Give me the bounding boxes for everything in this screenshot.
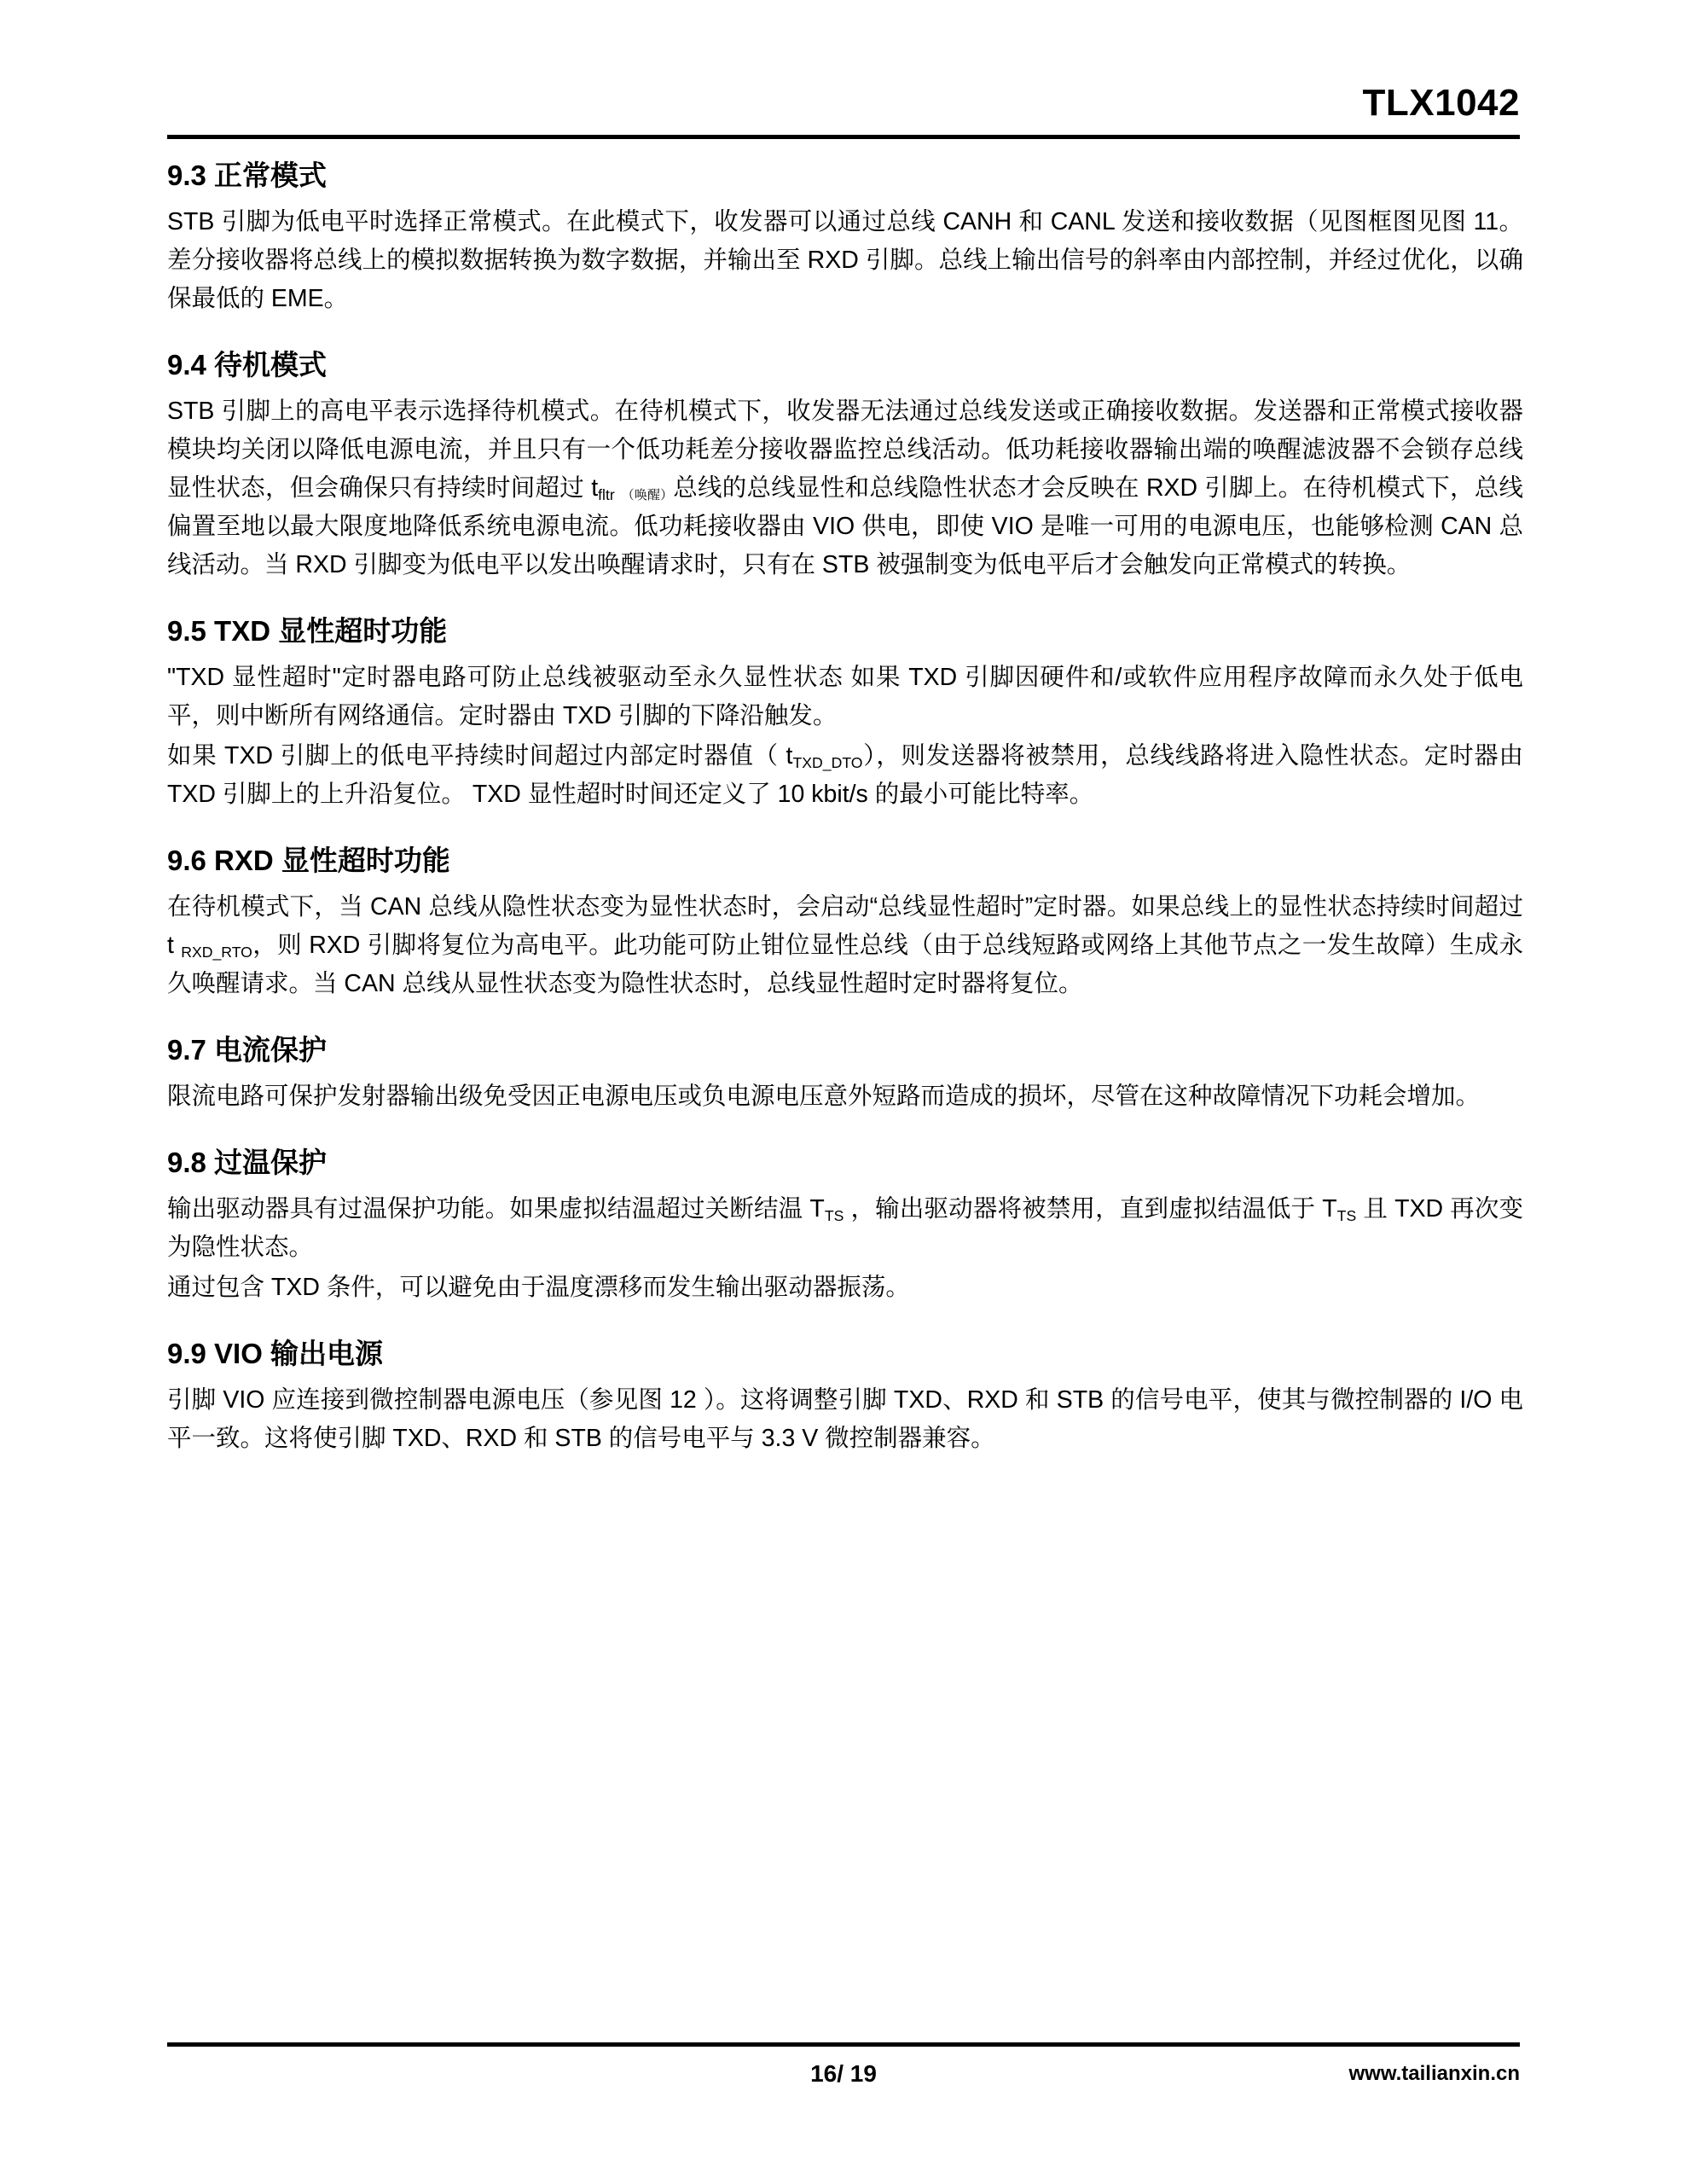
- page-footer: [167, 2042, 1520, 2094]
- footer-website: www.tailianxin.cn: [1348, 2062, 1520, 2085]
- footer-divider: [167, 2042, 1520, 2047]
- section-9-5-paragraph-1: "TXD 显性超时"定时器电路可防止总线被驱动至永久显性状态 如果 TXD 引脚因硬件和/或软件应用程序故障而永久处于低电平，则中断所有网络通信。定时器由 TXD 引脚的下降沿触发。: [167, 663, 1523, 729]
- section-9-4: [167, 347, 1523, 584]
- section-9-8-heading: 9.8 过温保护: [167, 1146, 328, 1178]
- section-9-4-heading: 9.4 待机模式: [167, 348, 328, 380]
- section-9-3-paragraph-1: STB 引脚为低电平时选择正常模式。在此模式下，收发器可以通过总线 CANH 和 CANL 发送和接收数据（见图框图见图 11。差分接收器将总线上的模拟数据转换为数字数据，并输出至 RXD 引脚。总线上输出信号的斜率由内部控制，并经过优化，以确保最低的 EME。: [167, 207, 1523, 312]
- section-9-8: [167, 1145, 1523, 1307]
- section-9-5-heading: 9.5 TXD 显性超时功能: [167, 614, 448, 647]
- section-9-8-paragraph-1: 输出驱动器具有过温保护功能。如果虚拟结温超过关断结温 $T_{TS}$ ，输出驱动器将被禁用，直到虚拟结温低于 $T_{TS}$ 且 TXD 再次变为隐性状态。: [167, 1194, 1523, 1261]
- section-9-5: [167, 613, 1523, 814]
- footer-row: [167, 2060, 1520, 2094]
- section-9-5-paragraph-2: 如果 TXD 引脚上的低电平持续时间超过内部定时器值（ $t_{TXD\_DTO}$），则发送器将被禁用，总线线路将进入隐性状态。定时器由 TXD 引脚上的上升沿复位。 TXD 显性超时时间还定义了 10 kbit/s 的最小可能比特率。: [167, 741, 1523, 808]
- section-9-3: [167, 158, 1523, 318]
- section-9-7: [167, 1032, 1523, 1116]
- section-9-6: [167, 843, 1523, 1003]
- header-divider: [167, 135, 1520, 139]
- section-9-7-heading: 9.7 电流保护: [167, 1033, 328, 1066]
- section-9-8-paragraph-2: 通过包含 TXD 条件，可以避免由于温度漂移而发生输出驱动器振荡。: [167, 1273, 910, 1301]
- page-number: 16/ 19: [810, 2060, 877, 2087]
- product-title: TLX1042: [1362, 82, 1520, 124]
- section-9-7-paragraph-1: 限流电路可保护发射器输出级免受因正电源电压或负电源电压意外短路而造成的损坏，尽管在这种故障情况下功耗会增加。: [167, 1082, 1481, 1110]
- section-9-9-heading: 9.9 VIO 输出电源: [167, 1337, 384, 1369]
- section-9-9-paragraph-1: 引脚 VIO 应连接到微控制器电源电压（参见图 12 ）。这将调整引脚 TXD、RXD 和 STB 的信号电平，使其与微控制器的 I/O 电平一致。这将使引脚 TXD、RXD 和 STB 的信号电平与 3.3 V 微控制器兼容。: [167, 1385, 1523, 1452]
- document-content: [167, 158, 1523, 1487]
- page-header: [167, 82, 1520, 142]
- section-9-9: [167, 1336, 1523, 1458]
- section-9-3-heading: 9.3 正常模式: [167, 160, 328, 191]
- section-9-6-paragraph-1: 在待机模式下，当 CAN 总线从隐性状态变为显性状态时，会启动“总线显性超时”定时器。如果总线上的显性状态持续时间超过 t $_{RXD\_RTO}$，则 RXD 引脚将复位为高电平。此功能可防止钳位显性总线（由于总线短路或网络上其他节点之一发生故障）生成永久唤醒请求。当 CAN 总线从显性状态变为隐性状态时，总线显性超时定时器将复位。: [167, 892, 1523, 997]
- section-9-6-heading: 9.6 RXD 显性超时功能: [167, 844, 450, 876]
- section-9-4-paragraph-1: STB 引脚上的高电平表示选择待机模式。在待机模式下，收发器无法通过总线发送或正确接收数据。发送器和正常模式接收器模块均关闭以降低电源电流，并且只有一个低功耗差分接收器监控总线活动。低功耗接收器输出端的唤醒滤波器不会锁存总线显性状态，但会确保只有持续时间超过 $t_{fltr}$ （唤醒）总线的总线显性和总线隐性状态才会反映在 RXD 引脚上。在待机模式下，总线偏置至地以最大限度地降低系统电源电流。低功耗接收器由 VIO 供电，即使 VIO 是唯一可用的电源电压，也能够检测 CAN 总线活动。当 RXD 引脚变为低电平以发出唤醒请求时，只有在 STB 被强制变为低电平后才会触发向正常模式的转换。: [167, 397, 1523, 578]
